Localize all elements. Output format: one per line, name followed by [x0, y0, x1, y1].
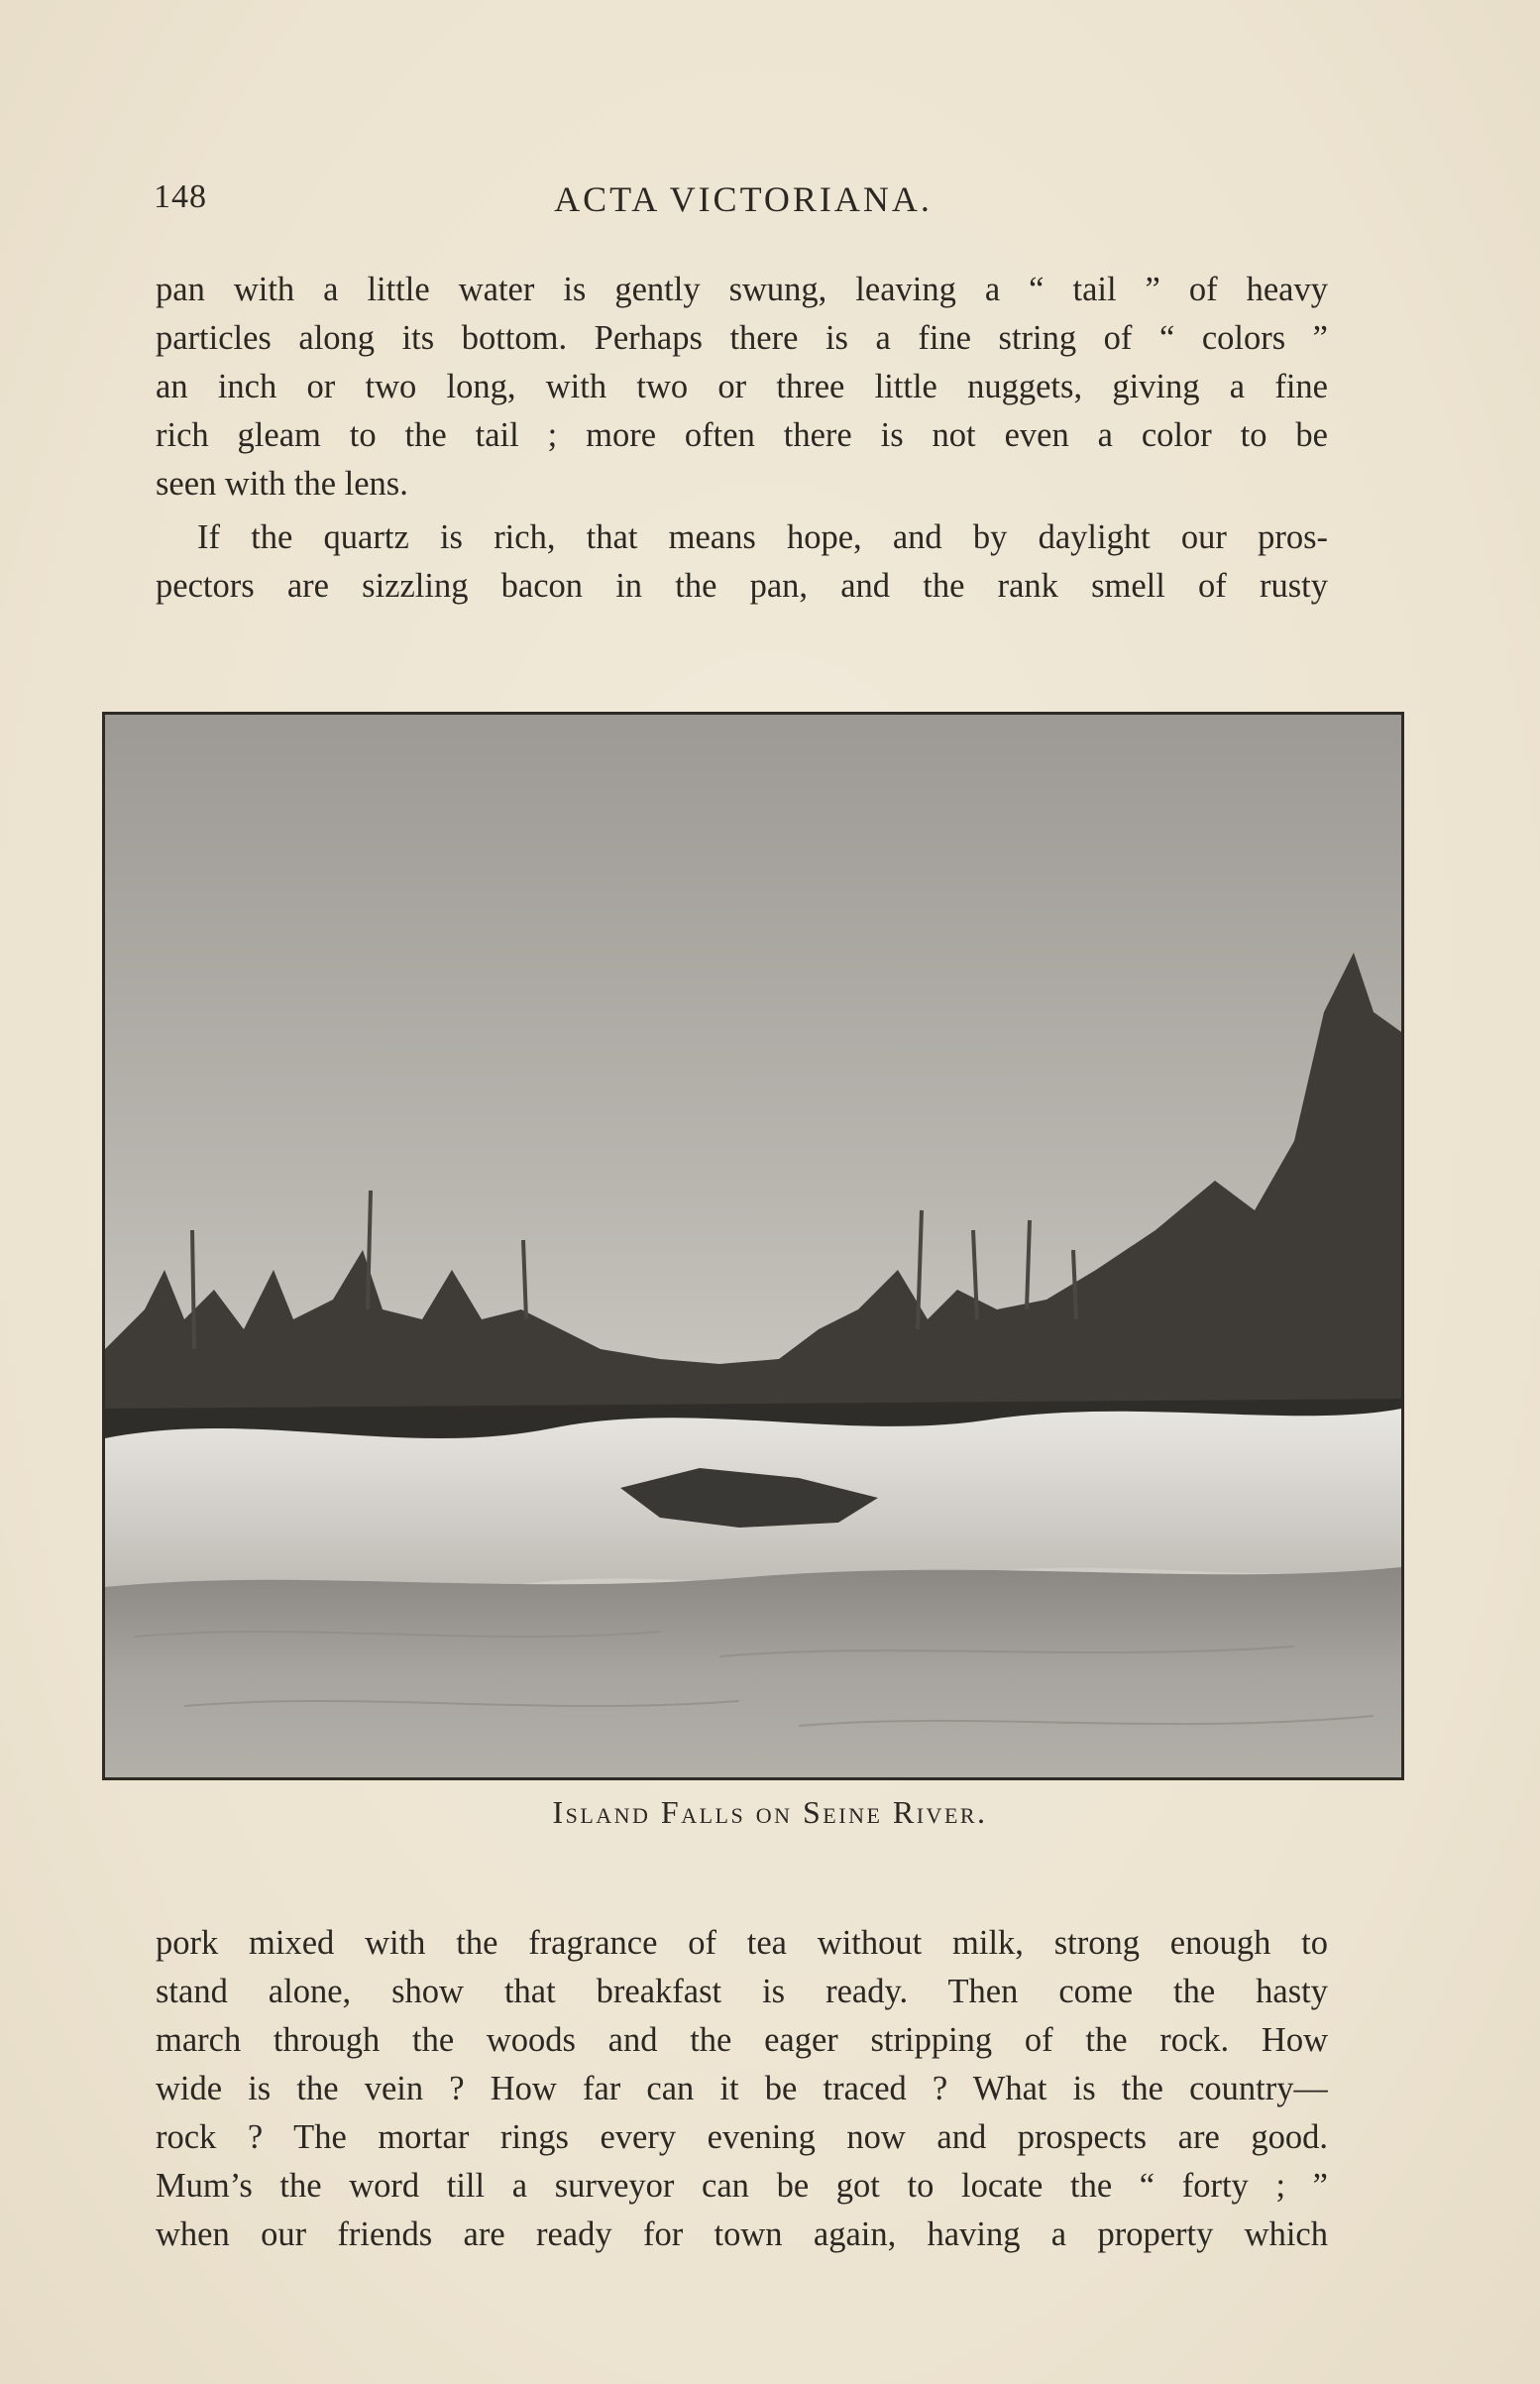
text-line: rich gleam to the tail ; more often there is not even a color to be: [156, 416, 1328, 454]
photograph-island-falls: [102, 712, 1404, 1780]
figure-caption: [0, 1794, 1540, 1831]
running-title: ACTA VICTORIANA.: [554, 179, 933, 219]
text-line: pork mixed with the fragrance of tea without milk, strong enough to: [156, 1924, 1328, 1962]
text-line: march through the woods and the eager stripping of the rock. How: [156, 2021, 1328, 2059]
page-number: 148: [154, 178, 207, 215]
text-line: stand alone, show that breakfast is ready. Then come the hasty: [156, 1973, 1328, 2010]
text-line: particles along its bottom. Perhaps there is a fine string of “ colors ”: [156, 319, 1328, 357]
text-line: pan with a little water is gently swung, leaving a “ tail ” of heavy: [156, 271, 1328, 308]
running-head: [154, 178, 1333, 228]
paragraph-2: [156, 513, 1328, 611]
caption-text: Island Falls on Seine River.: [552, 1794, 988, 1830]
text-line: rock ? The mortar rings every evening now and prospects are good.: [156, 2118, 1328, 2156]
text-line: wide is the vein ? How far can it be traced ? What is the country—: [156, 2070, 1328, 2107]
text-line: an inch or two long, with two or three little nuggets, giving a fine: [156, 368, 1328, 405]
text-line: If the quartz is rich, that means hope, and by daylight our pros-: [197, 518, 1328, 556]
text-line: seen with the lens.: [156, 465, 408, 503]
paragraph-3: [156, 1919, 1328, 2259]
paragraph-1: [156, 266, 1328, 509]
waterfall-photo-illustration: [105, 715, 1401, 1777]
text-line: when our friends are ready for town again, having a property which: [156, 2215, 1328, 2253]
text-line: Mum’s the word till a surveyor can be got to locate the “ forty ; ”: [156, 2167, 1328, 2205]
text-line: pectors are sizzling bacon in the pan, and the rank smell of rusty: [156, 567, 1328, 605]
